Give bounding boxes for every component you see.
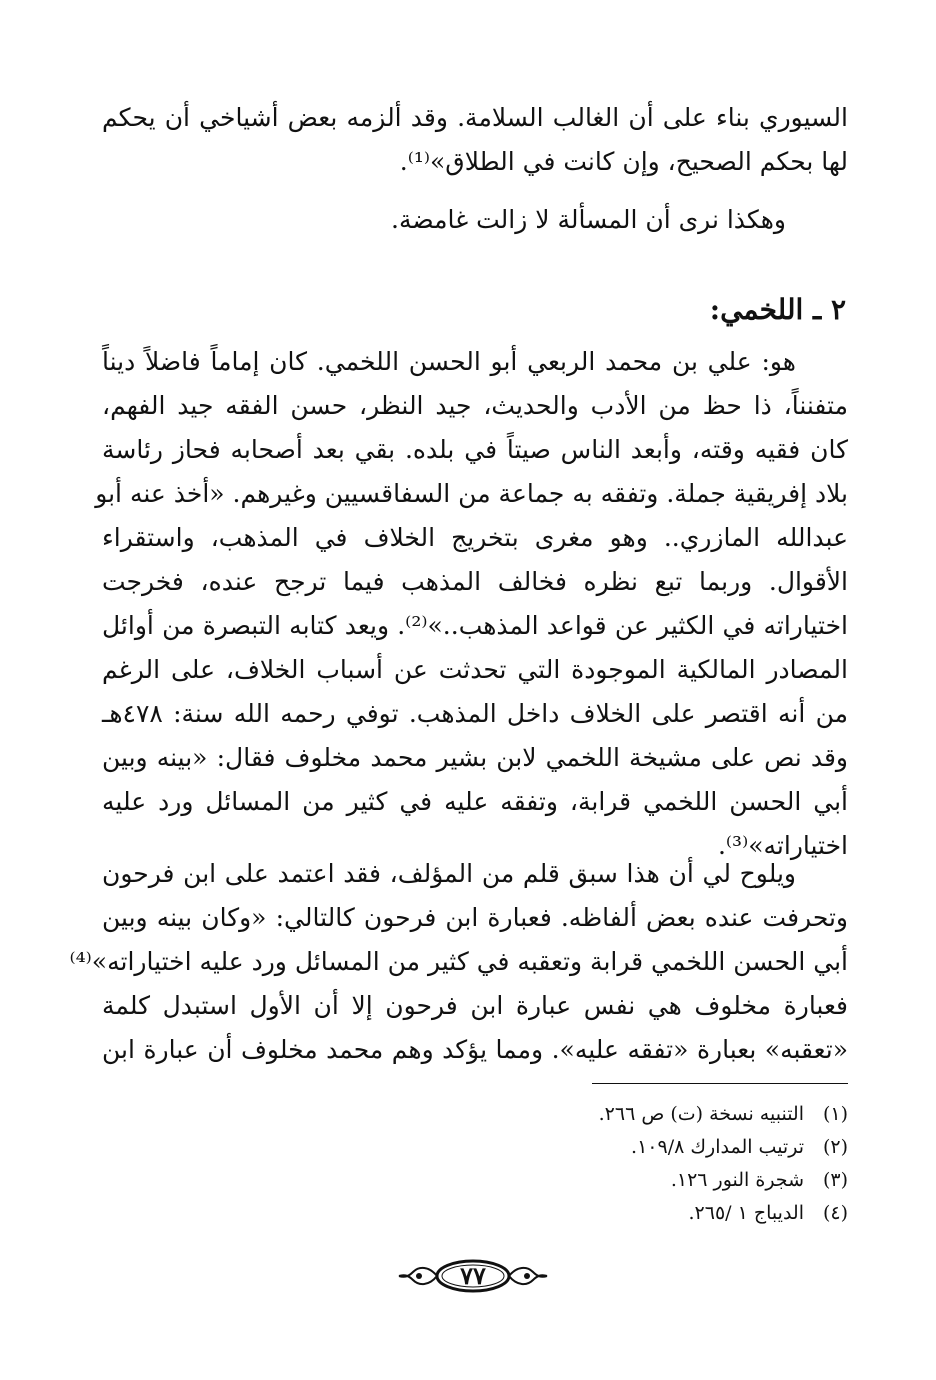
footnote-3 <box>599 1164 848 1197</box>
text-line: وقد نص على مشيخة اللخمي لابن بشير محمد مخلوف فقال: «بينه وبين <box>102 743 848 772</box>
footnote-2 <box>599 1131 848 1164</box>
text-line: ويلوح لي أن هذا سبق قلم من المؤلف، فقد اعتمد على ابن فرحون <box>102 859 796 888</box>
text-line: متفنناً، ذا حظ من الأدب والحديث، جيد النظر، حسن الفقه جيد الفهم، <box>102 391 848 420</box>
footnote-divider <box>592 1083 848 1084</box>
page-number: ٧٧ <box>460 1261 486 1290</box>
footnote-text: شجرة النور ١٢٦. <box>670 1169 804 1191</box>
text-line: من أنه اقتصر على الخلاف داخل المذهب. توفي رحمه الله سنة: ٤٧٨هـ <box>102 699 848 728</box>
footnote-4 <box>599 1197 848 1230</box>
footnote-text: الديباج ١ /٢٦٥. <box>688 1202 804 1224</box>
footnote-1 <box>599 1098 848 1131</box>
lakhmi-biography-paragraph <box>95 340 848 868</box>
footnote-number: (٤) <box>822 1202 848 1224</box>
text-line: وهكذا نرى أن المسألة لا زالت غامضة. <box>391 205 786 234</box>
footnote-number: (٢) <box>822 1136 848 1158</box>
footnotes <box>599 1098 848 1230</box>
footnote-text: التنبيه نسخة (ت) ص ٢٦٦. <box>598 1103 804 1125</box>
text-line: السيوري بناء على أن الغالب السلامة. وقد ألزمه بعض أشياخي أن يحكم <box>102 103 848 132</box>
text-line: كان فقيه وقته، وأبعد الناس صيتاً في بلده. بقي بعد أصحابه فحاز رئاسة <box>102 435 848 464</box>
section-heading: ٢ ـ اللخمي: <box>709 293 846 326</box>
text-line: اختياراته»⁽³⁾. <box>717 831 848 860</box>
text-line: فعبارة مخلوف هي نفس عبارة ابن فرحون إلا أن الأول استبدل كلمة <box>102 991 848 1020</box>
text-line: عبدالله المازري.. وهو مغرى بتخريج الخلاف في المذهب، واستقراء <box>102 523 848 552</box>
page-number-ornament <box>393 1254 553 1298</box>
footnote-number: (٣) <box>822 1169 848 1191</box>
text-line: بلاد إفريقية جملة. وتفقه به جماعة من السفاقسيين وغيرهم. «أخذ عنه أبو <box>95 479 848 508</box>
text-line: أبي الحسن اللخمي قرابة، وتفقه عليه في كثير من المسائل ورد عليه <box>102 787 848 816</box>
text-line: أبي الحسن اللخمي قرابة وتعقبه في كثير من المسائل ورد عليه اختياراته»⁽⁴⁾ <box>69 947 848 976</box>
text-line: الأقوال. وربما تبع نظره فخالف المذهب فيما ترجح عنده، فخرجت <box>102 567 848 596</box>
footnote-text: ترتيب المدارك ١٠٩/٨. <box>631 1136 804 1158</box>
intro-paragraph <box>102 96 848 184</box>
text-line: المصادر المالكية الموجودة التي تحدثت عن أسباب الخلاف، على الرغم <box>102 655 848 684</box>
text-line: لها بحكم الصحيح، وإن كانت في الطلاق»⁽¹⁾. <box>399 147 848 176</box>
commentary-paragraph <box>69 852 848 1072</box>
text-line: «تعقبه» بعبارة «تفقه عليه». ومما يؤكد وهم محمد مخلوف أن عبارة ابن <box>102 1035 848 1064</box>
text-line: وتحرفت عنده بعض ألفاظه. فعبارة ابن فرحون كالتالي: «وكان بينه وبين <box>102 903 848 932</box>
text-line: اختياراته في الكثير عن قواعد المذهب..»⁽²⁾. ويعد كتابه التبصرة من أوائل <box>102 611 848 640</box>
text-line: هو: علي بن محمد الربعي أبو الحسن اللخمي. كان إماماً فاضلاً ديناً <box>102 347 796 376</box>
intro-conclusion <box>102 198 848 242</box>
footnote-number: (١) <box>822 1103 848 1125</box>
